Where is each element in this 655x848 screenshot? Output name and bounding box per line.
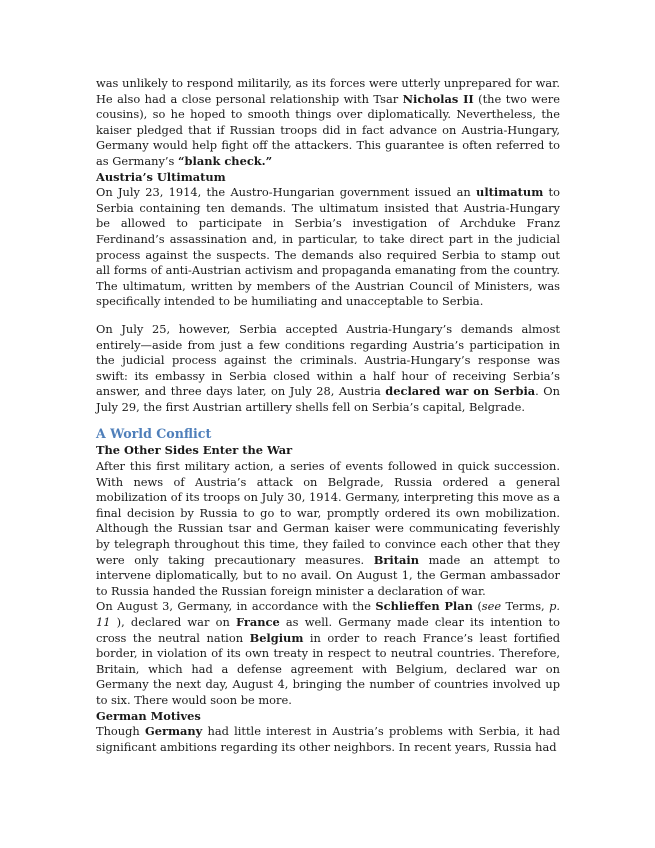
- term-belgium: Belgium: [249, 630, 304, 645]
- paragraph-schlieffen: On August 3, Germany, in accordance with the Schlieffen Plan (see Terms, p. 11 ), declared war on France as well. Germany made clear its intention to cross the neutral nation Belgium in order to reach France’s least fortified border, in violation of its own treaty in respect to neutral countries. Therefore, Britain, which had a defense agreement with Belgium, declared war on Germany the next day, August 4, bringing the number of countries involved up to six. There would soon be more.: [96, 599, 561, 707]
- term-ultimatum: ultimatum: [476, 185, 544, 200]
- section-title-world-conflict: A World Conflict: [96, 426, 212, 442]
- term-germany: Germany: [144, 724, 203, 739]
- term-britain: Britain: [373, 552, 419, 567]
- term-nicholas-ii: Nicholas II: [402, 91, 474, 106]
- document-page: [96, 76, 560, 755]
- subheading-other-sides: The Other Sides Enter the War: [96, 443, 293, 458]
- subheading-austrias-ultimatum: Austria’s Ultimatum: [96, 169, 226, 184]
- term-france: France: [235, 615, 280, 629]
- subheading-german-motives: German Motives: [96, 708, 201, 723]
- term-schlieffen-plan: Schlieffen Plan: [375, 599, 473, 614]
- term-declared-war-on-serbia: declared war on Serbia: [385, 384, 536, 399]
- paragraph-german-motives: Though Germany had little interest in Austria’s problems with Serbia, it had significant ambitions regarding its other neighbors. In recent years, Russia had: [96, 724, 560, 754]
- see-reference: see: [481, 599, 502, 614]
- paragraph-serbia-response: On July 25, however, Serbia accepted Austria-Hungary’s demands almost entirely—aside from just a few conditions regarding Austria’s participation in the judicial process against the criminals. Austria-Hungary’s response was swift: its embassy in Serbia closed within a half hour of receiving Serbia’s answer, and three days later, on July 28, Austria declared war on Serbia. On July 29, the first Austrian artillery shells fell on Serbia’s capital, Belgrade.: [96, 321, 560, 414]
- term-blank-check: “blank check.”: [178, 153, 273, 168]
- paragraph-mobilization: After this first military action, a series of events followed in quick succession. With news of Austria’s attack on Belgrade, Russia ordered a general mobilization of its troops on July 30, 1914. Germany, interpreting this move as a final decision by Russia to go to war, promptly ordered its own mobilization. Although the Russian tsar and German kaiser were communicating feverishly by telegraph throughout this time, they failed to convince each other that they were only taking precautionary measures. Britain made an attempt to intervene diplomatically, but to no avail. On August 1, the German ambassador to Russia handed the Russian foreign minister a declaration of war.: [96, 459, 560, 598]
- paragraph-ultimatum: On July 23, 1914, the Austro-Hungarian government issued an ultimatum to Serbia containing ten demands. The ultimatum insisted that Austria-Hungary be allowed to participate in Serbia’s investigation of Archduke Franz Ferdinand’s assassination and, in particular, to take direct part in the judicial process against the suspects. The demands also required Serbia to stamp out all forms of anti-Austrian activism and propaganda emanating from the country. The ultimatum, written by members of the Austrian Council of Ministers, was specifically intended to be humiliating and unacceptable to Serbia.: [96, 185, 560, 309]
- page-reference: p. 11: [96, 599, 560, 629]
- paragraph-blank-check: was unlikely to respond militarily, as its forces were utterly unprepared for war. He also had a close personal relationship with Tsar Nicholas II (the two were cousins), so he hoped to smooth things over diplomatically. Nevertheless, the kaiser pledged that if Russian troops did in fact advance on Austria-Hungary, Germany would help fight off the attackers. This guarantee is often referred to as Germany’s “blank check.”: [96, 76, 560, 168]
